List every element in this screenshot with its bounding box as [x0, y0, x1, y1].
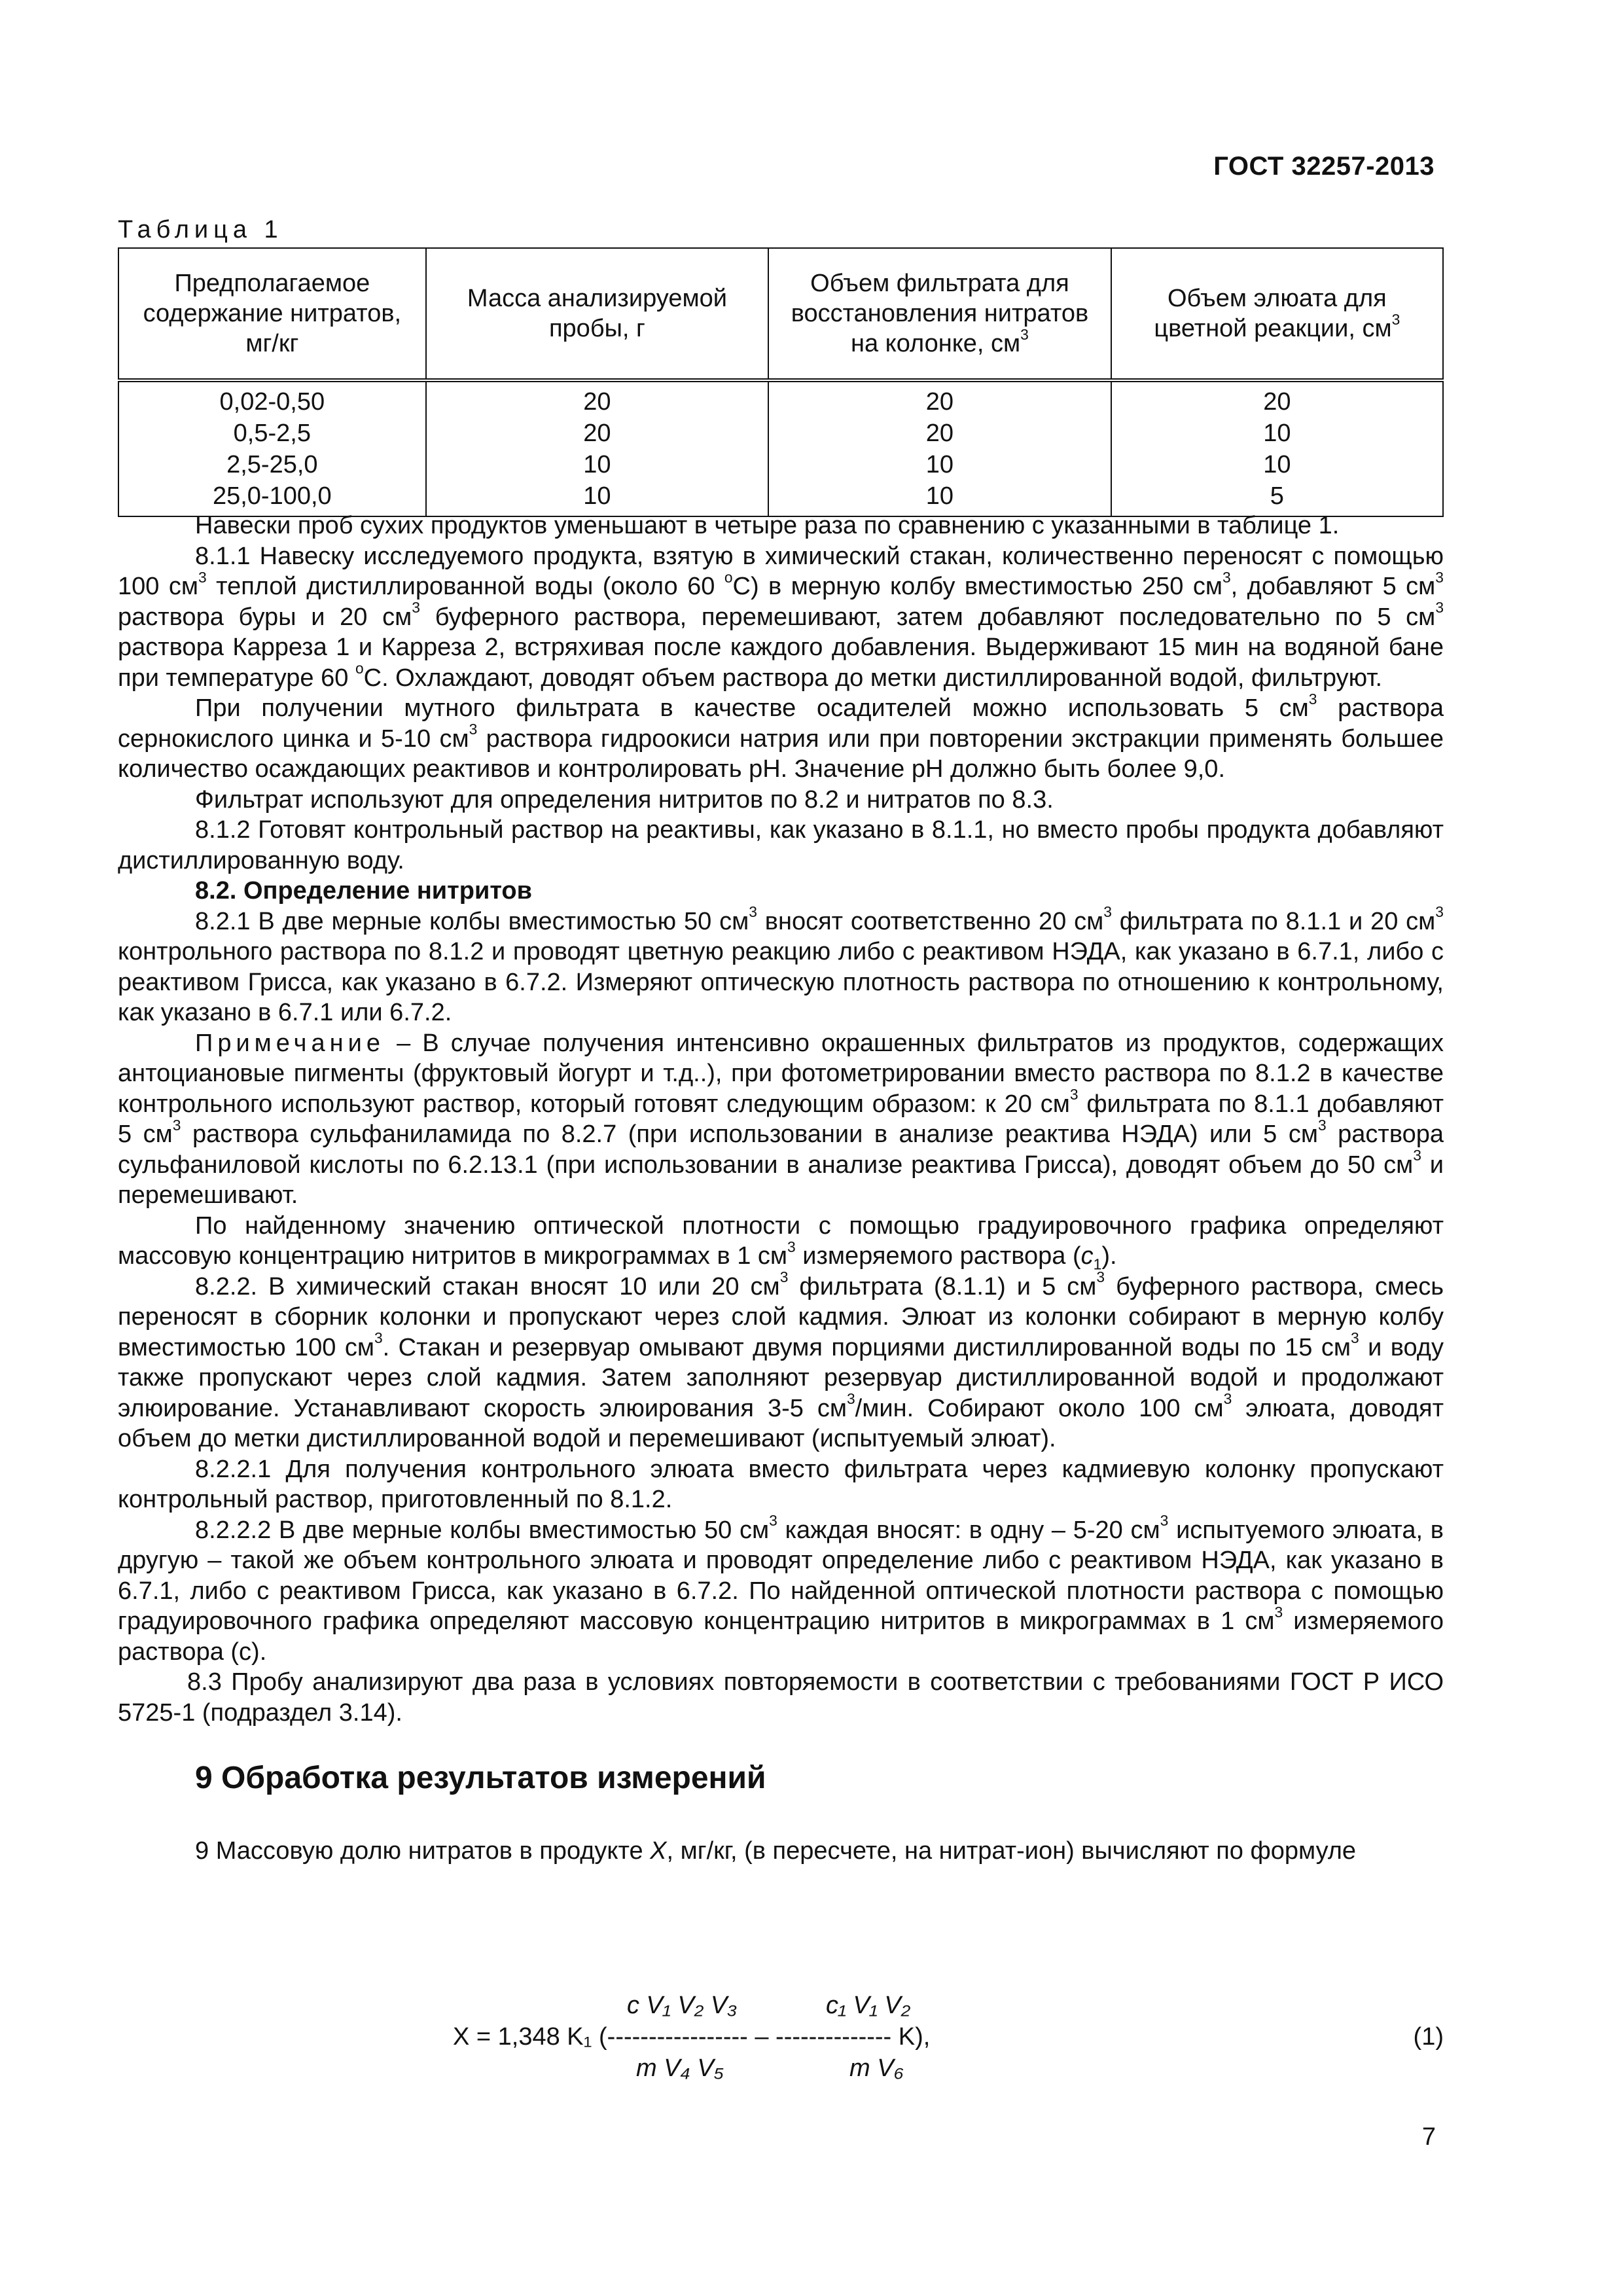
table-header-cell [118, 248, 426, 380]
paragraph-text: ). [1101, 1242, 1117, 1270]
superscript: 3 [1317, 1116, 1327, 1134]
paragraph-text: С) в мерную колбу вместимостью 250 см [732, 573, 1222, 600]
paragraph-text: измеряемого раствора (с). [118, 1607, 1444, 1666]
paragraph-text: фильтрата по 8.1.1 и 20 см [1111, 907, 1436, 935]
superscript: 3 [1020, 325, 1029, 343]
table-header-text: Масса анализируемой пробы, г [467, 285, 727, 342]
superscript: 3 [1160, 1512, 1169, 1530]
table-header-text: Объем элюата для цветной реакции, см [1154, 285, 1392, 342]
superscript: 3 [374, 1329, 383, 1347]
paragraph-8-2-1 [118, 903, 1444, 1028]
superscript: 3 [1350, 1329, 1359, 1347]
table-cell: 5 [1111, 480, 1443, 516]
paragraph-text: , добавляют 5 см [1230, 573, 1436, 600]
table-header-cell [1111, 248, 1443, 380]
paragraph-text: раствора сульфаниловой кислоты по 6.2.13.1 (при использовании в анализе реактива Грисса), доводят объем до 50 см [118, 1121, 1444, 1179]
paragraph-text: /мин. Собирают около 100 см [855, 1394, 1224, 1422]
paragraph-text: 8.2.2.2 В две мерные колбы вместимостью 50 см [195, 1516, 770, 1544]
table-header-text: Предполагаемое содержание нитратов, мг/кг [143, 270, 402, 357]
superscript: 3 [769, 1512, 777, 1530]
paragraph-optical-density [118, 1211, 1444, 1272]
table-header-cell [768, 248, 1111, 380]
paragraph-8-2-2-2 [118, 1512, 1444, 1668]
equation-number: (1) [1413, 2023, 1444, 2051]
superscript: 3 [1435, 599, 1444, 617]
table-cell: 10 [768, 449, 1111, 480]
formula-numerator-2: c₁ V₁ V₂ [826, 1992, 911, 2019]
section-heading-8-2 [118, 876, 1444, 906]
paragraph-text: испытуемого элюата, в другую – такой же объем контрольного элюата и проводят определение либо с реактивом НЭДА, как указано в 6.7.1, либо с реактивом Грисса, как указано в 6.7.2. По найденной оптической плотности раствора с помощью градуировочного графика определяют массовую концентрацию нитритов в микрограммах в 1 см [118, 1516, 1444, 1635]
paragraph-9 [118, 1836, 1444, 1867]
paragraph-text: 8.2.1 В две мерные колбы вместимостью 50 см [195, 907, 749, 935]
paragraph-text: и воду также пропускают через слой кадмия. Затем заполняют резервуар дистиллированной водой и продолжают элюирование. Устанавливают скорость элюирования 3-5 см [118, 1333, 1444, 1422]
paragraph-text: фильтрата (8.1.1) и 5 см [788, 1272, 1097, 1300]
subscript: 1 [1093, 1255, 1102, 1273]
page-number: 7 [1421, 2123, 1436, 2151]
table-header-text: Объем фильтрата для восстановления нитратов на колонке, см [791, 270, 1089, 357]
formula-numerator-1: c V₁ V₂ V₃ [627, 1992, 738, 2019]
table-cell: 20 [426, 418, 769, 449]
formula-denominator-2: m V₆ [849, 2054, 904, 2082]
paragraph-text: раствора Карреза 1 и Карреза 2, встряхивая после каждого добавления. Выдерживают 15 мин на водяной бане при температуре 60 [118, 634, 1444, 692]
paragraph-text: По найденному значению оптической плотности с помощью градуировочного графика определяют массовую концентрацию нитритов в микрограммах в 1 см [118, 1211, 1444, 1270]
table-cell: 10 [426, 449, 769, 480]
paragraph-text: – В случае получения интенсивно окрашенных фильтратов из продуктов, содержащих антоциановые пигменты (фруктовый йогурт и т.д..), при фотометрировании вместо раствора по 8.1.2 в качестве контрольного используют раствор, который готовят следующим образом: к 20 см [118, 1029, 1444, 1118]
paragraph-8-1-2 [118, 815, 1444, 876]
paragraph-text: 8.3 Пробу анализируют два раза в условиях повторяемости в соответствии с требованиями ГОСТ Р ИСО 5725-1 (подраздел 3.14). [118, 1668, 1444, 1727]
superscript: 3 [1222, 568, 1231, 586]
table-row [118, 380, 1443, 418]
superscript: 3 [1223, 1390, 1232, 1408]
superscript: 3 [1435, 568, 1444, 586]
table-cell: 0,02-0,50 [118, 380, 426, 418]
paragraph-text: раствора сернокислого цинка и 5-10 см [118, 694, 1444, 753]
nitrate-sample-table [118, 247, 1444, 517]
paragraph-text: фильтрата по 8.1.1 добавляют 5 см [118, 1090, 1444, 1148]
paragraph-filtrate-use [118, 785, 1444, 816]
formula-main-line: X = 1,348 K₁ (----------------- – -------------- K), [453, 2023, 931, 2051]
paragraph-text: 8.1.1 Навеску исследуемого продукта, взятую в химический стакан, количественно переносят с помощью 100 см [118, 542, 1444, 600]
paragraph-text: 9 Массовую долю нитратов в продукте [195, 1837, 651, 1865]
symbol-x: X [650, 1837, 667, 1865]
superscript: 3 [1274, 1603, 1283, 1621]
superscript: 3 [1391, 310, 1400, 328]
paragraph-text: 8.2.2. В химический стакан вносят 10 или 20 см [195, 1272, 780, 1300]
paragraph-text: При получении мутного фильтрата в качестве осадителей можно использовать 5 см [195, 694, 1309, 722]
paragraph-text: раствора гидроокиси натрия или при повторении экстракции применять большее количество осаждающих реактивов и контролировать pH. Значение pH должно быть более 9,0. [118, 725, 1444, 783]
table-cell: 20 [768, 380, 1111, 418]
table-header-row [118, 248, 1443, 380]
superscript: 3 [1096, 1268, 1105, 1286]
body-text [118, 511, 1444, 1866]
table-header-cell [426, 248, 769, 380]
table-cell: 10 [426, 480, 769, 516]
paragraph-text: Навески проб сухих продуктов уменьшают в четыре раза по сравнению с указанными в таблице 1. [195, 512, 1340, 539]
paragraph-text: 8.2.2.1 Для получения контрольного элюата вместо фильтрата через кадмиевую колонку пропускают контрольный раствор, приготовленный по 8.1.2. [118, 1455, 1444, 1513]
superscript: 3 [1103, 903, 1112, 921]
superscript: 3 [412, 599, 420, 617]
table-row [118, 449, 1443, 480]
paragraph-text: вносят соответственно 20 см [757, 907, 1104, 935]
table-cell: 10 [1111, 418, 1443, 449]
paragraph-text: раствора сульфаниламида по 8.2.7 (при использовании в анализе реактива НЭДА) или 5 см [181, 1121, 1318, 1148]
note-label: Примечание [195, 1029, 385, 1057]
table-caption: Таблица 1 [118, 216, 283, 243]
table-cell: 10 [1111, 449, 1443, 480]
paragraph-turbid-filtrate [118, 690, 1444, 785]
heading-text: 8.2. Определение нитритов [195, 877, 533, 905]
formula-1 [118, 1990, 1444, 2134]
superscript: 3 [198, 568, 207, 586]
paragraph-text: раствора буры и 20 см [118, 603, 412, 631]
degree-mark: o [355, 660, 364, 677]
paragraph-text: контрольного раствора по 8.1.2 и проводят цветную реакцию либо с реактивом НЭДА, как указано в 6.7.1, либо с реактивом Грисса, как указано в 6.7.2. Измеряют оптическую плотность раствора по отношению к контрольному, как указано в 6.7.1 или 6.7.2. [118, 938, 1444, 1026]
paragraph-text: измеряемого раствора ( [795, 1242, 1081, 1270]
standard-code: ГОСТ 32257-2013 [1213, 152, 1435, 181]
superscript: 3 [172, 1116, 181, 1134]
paragraph-text: буферного раствора, перемешивают, затем добавляют последовательно по 5 см [419, 603, 1436, 631]
formula-denominator-1: m V₄ V₅ [636, 2054, 724, 2082]
table-cell: 10 [768, 480, 1111, 516]
paragraph-8-3 [118, 1667, 1444, 1728]
paragraph-text: теплой дистиллированной воды (около 60 [206, 573, 724, 600]
superscript: 3 [779, 1268, 789, 1286]
paragraph-text: С. Охлаждают, доводят объем раствора до метки дистиллированной водой, фильтруют. [363, 664, 1383, 692]
table-cell: 20 [1111, 380, 1443, 418]
paragraph-8-1-1 [118, 541, 1444, 694]
paragraph-text: буферного раствора, смесь переносят в сборник колонки и пропускают через слой кадмия. Элюат из колонки собирают в мерную колбу вместимостью 100 см [118, 1272, 1444, 1361]
superscript: 3 [1308, 690, 1317, 708]
table-cell: 2,5-25,0 [118, 449, 426, 480]
table-cell: 20 [768, 418, 1111, 449]
table-row [118, 418, 1443, 449]
note-paragraph [118, 1028, 1444, 1211]
paragraph-text: Фильтрат используют для определения нитритов по 8.2 и нитратов по 8.3. [195, 785, 1054, 814]
superscript: 3 [846, 1390, 855, 1408]
paragraph-8-2-2-1 [118, 1454, 1444, 1515]
paragraph-text: и перемешивают. [118, 1151, 1444, 1209]
paragraph-text: , мг/кг, (в пересчете, на нитрат-ион) вычисляют по формуле [666, 1837, 1357, 1865]
superscript: 3 [1413, 1147, 1421, 1164]
paragraph-text: 8.1.2 Готовят контрольный раствор на реактивы, как указано в 8.1.1, но вместо пробы продукта добавляют дистиллированную воду. [118, 816, 1444, 874]
paragraph-sample-weights [118, 511, 1444, 541]
paragraph-text: элюата, доводят объем до метки дистиллированной водой и перемешивают (испытуемый элюат). [118, 1394, 1444, 1452]
paragraph-text: . Стакан и резервуар омывают двумя порциями дистиллированной воды по 15 см [382, 1333, 1351, 1361]
superscript: 3 [749, 903, 757, 921]
degree-mark: o [724, 568, 733, 586]
table-cell: 20 [426, 380, 769, 418]
table-cell: 25,0-100,0 [118, 480, 426, 516]
symbol-c: c [1080, 1242, 1094, 1270]
superscript: 3 [1069, 1086, 1079, 1103]
paragraph-text: каждая вносят: в одну – 5-20 см [777, 1516, 1160, 1544]
section-heading-9: 9 Обработка результатов измерений [195, 1761, 766, 1795]
superscript: 3 [787, 1238, 796, 1255]
paragraph-8-2-2 [118, 1268, 1444, 1454]
superscript: 3 [469, 721, 478, 738]
table-cell: 0,5-2,5 [118, 418, 426, 449]
superscript: 3 [1435, 903, 1444, 921]
